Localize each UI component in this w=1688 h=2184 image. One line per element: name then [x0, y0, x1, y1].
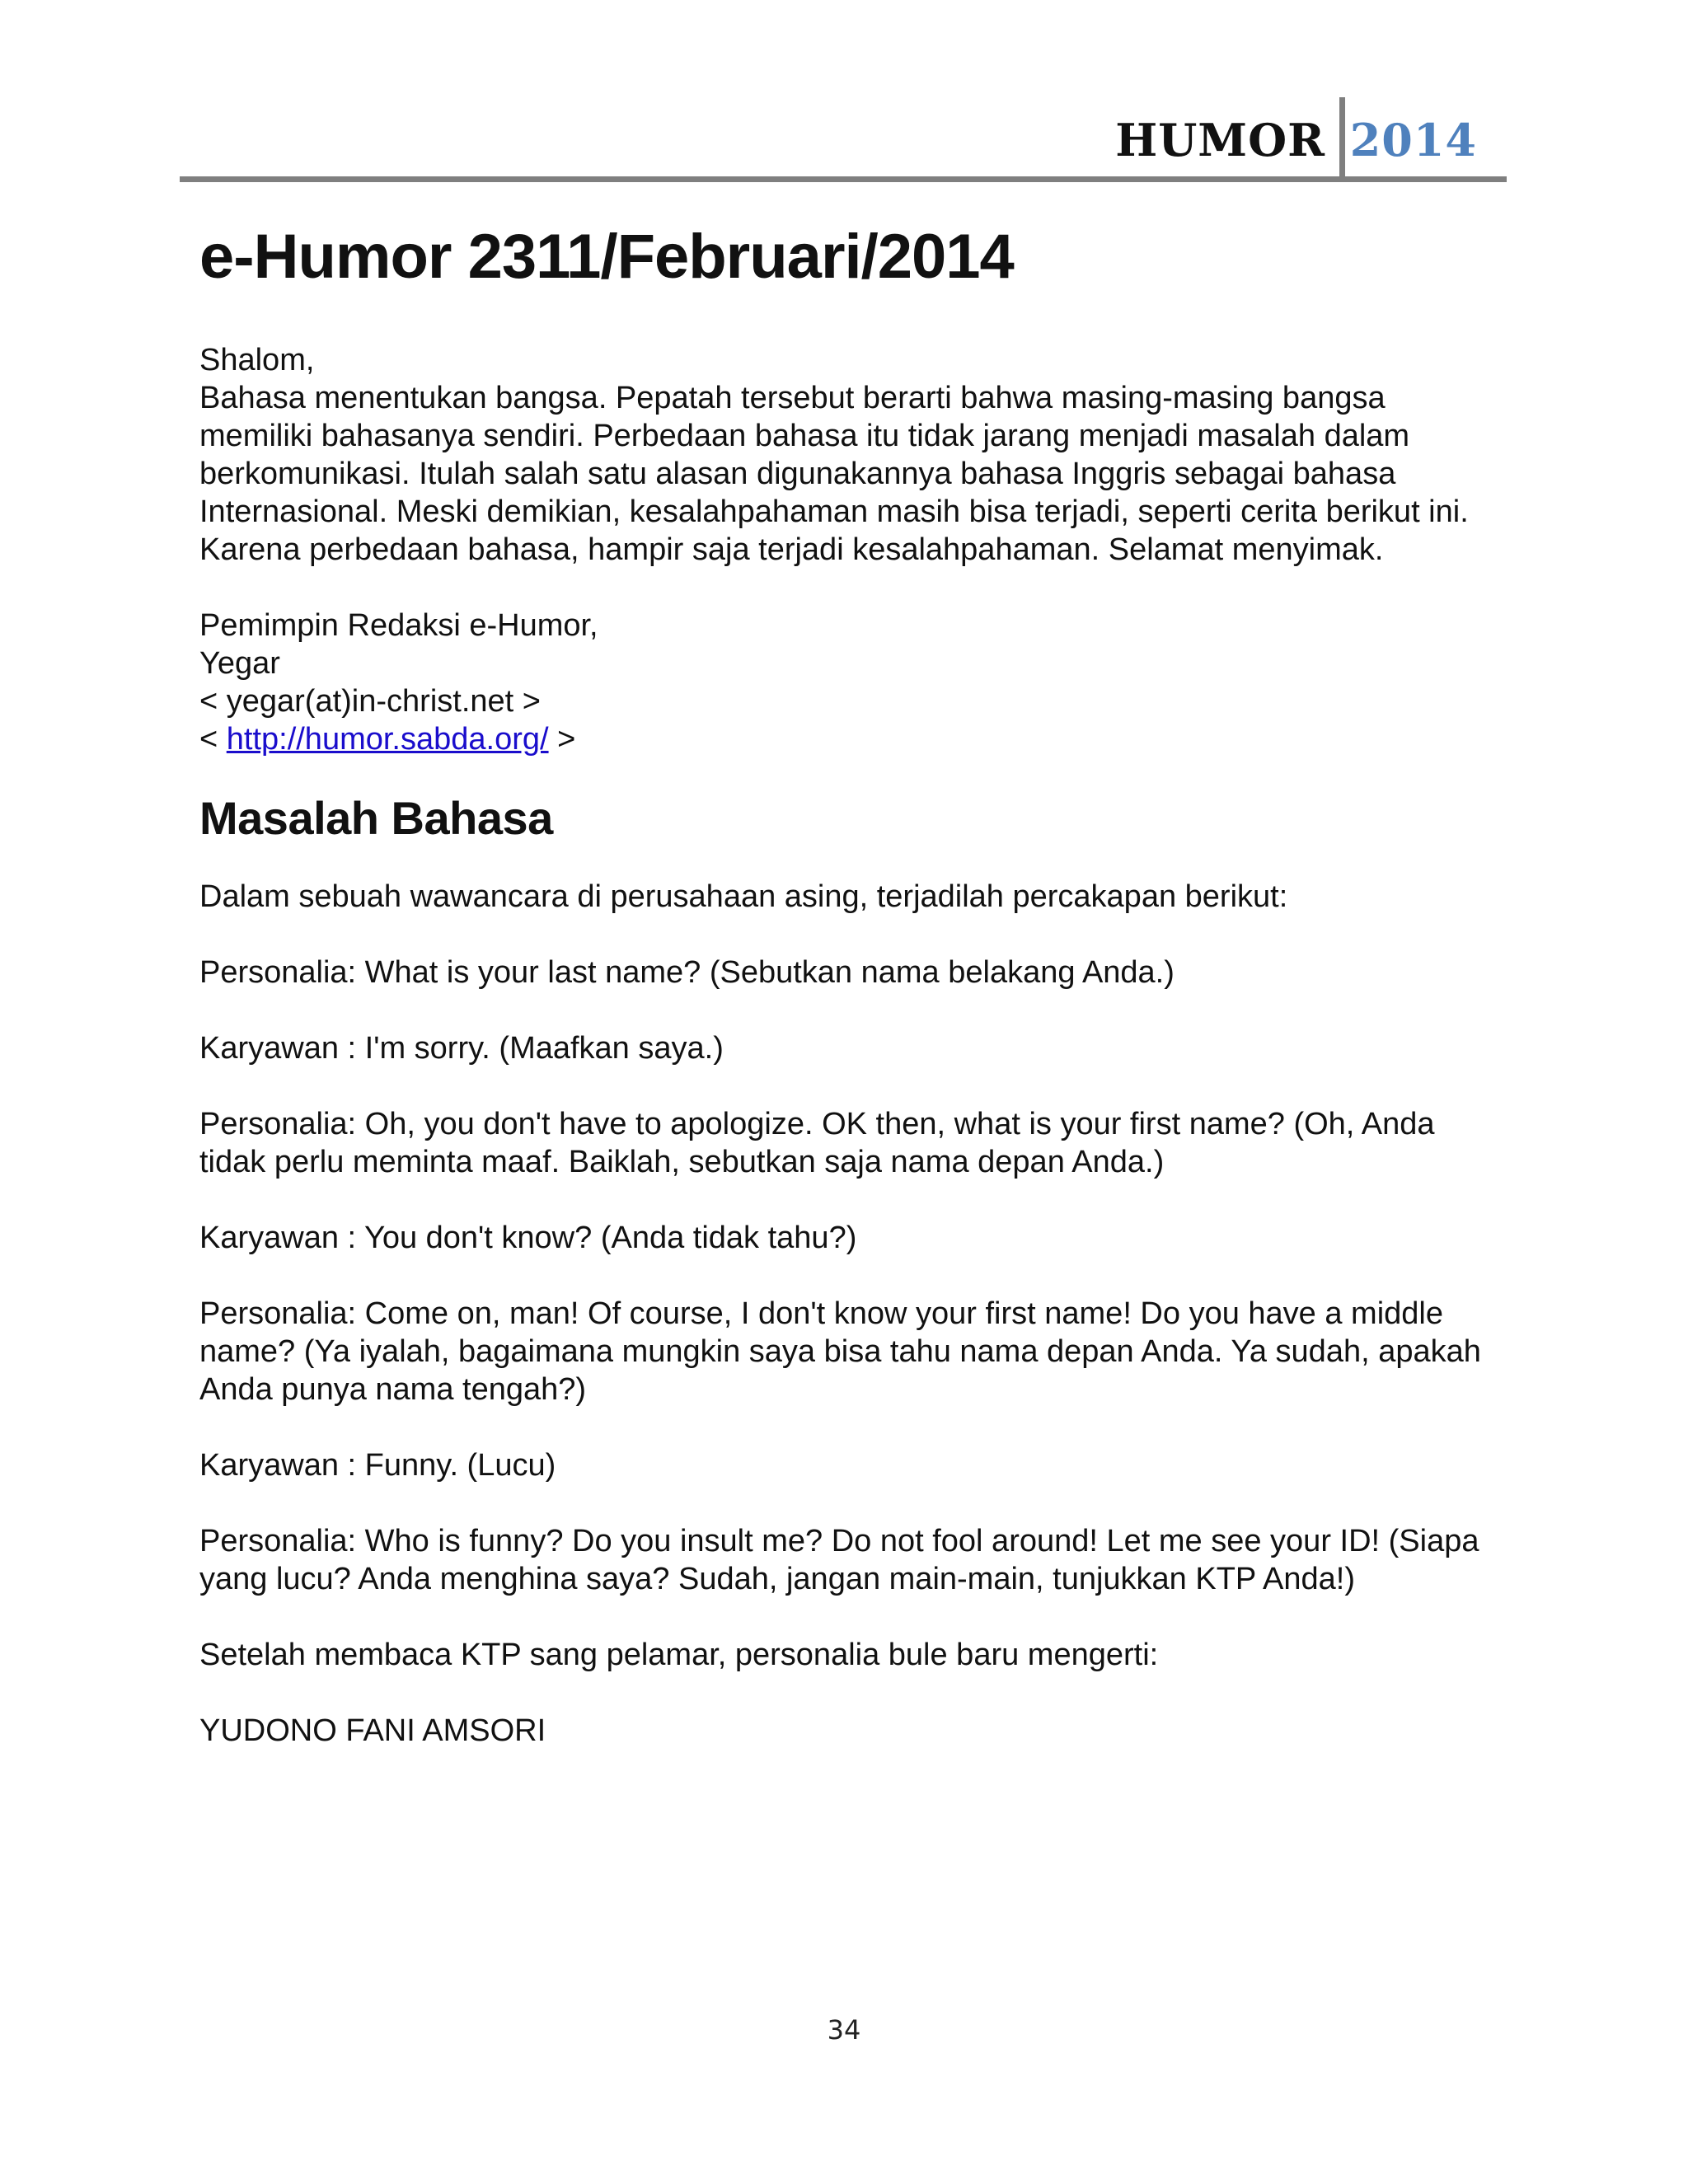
signoff: Pemimpin Redaksi e-Humor, [199, 607, 598, 643]
spacer [199, 1067, 1502, 1105]
story-line: Personalia: Who is funny? Do you insult me? Do not fool around! Let me see your ID! (Siapa yang lucu? Anda menghina saya? Sudah, jangan main-main, tunjukkan KTP Anda!) [199, 1524, 1479, 1597]
story-line: Personalia: Oh, you don't have to apologize. OK then, what is your first name? (Oh, Anda tidak perlu meminta maaf. Baiklah, sebutkan saja nama depan Anda.) [199, 1107, 1435, 1180]
header-title: HUMOR [1115, 114, 1325, 166]
spacer [199, 1408, 1502, 1446]
story-line: Karyawan : I'm sorry. (Maafkan saya.) [199, 1031, 724, 1066]
header-rule [180, 176, 1507, 182]
url-prefix: < [199, 721, 227, 757]
spacer [199, 991, 1502, 1029]
document-title: e-Humor 2311/Februari/2014 [199, 222, 1014, 292]
spacer [199, 916, 1502, 954]
story-line: Karyawan : You don't know? (Anda tidak tahu?) [199, 1221, 857, 1256]
website-link[interactable]: http://humor.sabda.org/ [226, 721, 549, 757]
page-number: 34 [827, 2014, 861, 2046]
spacer [199, 1674, 1502, 1712]
intro-paragraph: Bahasa menentukan bangsa. Pepatah tersebut berarti bahwa masing-masing bangsa memiliki bahasanya sendiri. Perbedaan bahasa itu tidak jarang menjadi masalah dalam berkomunikasi. Itulah salah satu alasan digunakannya bahasa Inggris sebagai bahasa Internasional. Meski demikian, kesalahpahaman masih bisa terjadi, seperti cerita berikut ini. Karena perbedaan bahasa, hampir saja terjadi kesalahpahaman. Selamat menyimak. [199, 380, 1469, 567]
url-suffix: > [548, 721, 576, 757]
story-line: Dalam sebuah wawancara di perusahaan asing, terjadilah percakapan berikut: [199, 879, 1288, 915]
greeting: Shalom, [199, 342, 315, 377]
running-header [180, 97, 1507, 183]
story-punchline: YUDONO FANI AMSORI [199, 1713, 546, 1749]
editor-name: Yegar [199, 645, 280, 681]
website-line [199, 720, 1502, 758]
spacer [199, 569, 1502, 607]
spacer [199, 1181, 1502, 1219]
section-title: Masalah Bahasa [199, 791, 553, 844]
spacer [199, 1484, 1502, 1522]
story-line: Setelah membaca KTP sang pelamar, personalia bule baru mengerti: [199, 1638, 1159, 1673]
spacer [199, 1598, 1502, 1636]
editor-email: < yegar(at)in-christ.net > [199, 683, 541, 719]
content [199, 223, 1502, 1750]
story-line: Personalia: What is your last name? (Sebutkan nama belakang Anda.) [199, 955, 1175, 991]
story-line: Personalia: Come on, man! Of course, I don't know your first name! Do you have a middle name? (Ya iyalah, bagaimana mungkin saya bisa tahu nama depan Anda. Ya sudah, apakah Anda punya nama tengah?) [199, 1296, 1481, 1408]
header-year: 2014 [1349, 114, 1477, 166]
story-line: Karyawan : Funny. (Lucu) [199, 1448, 556, 1483]
header-separator [1339, 97, 1345, 180]
spacer [199, 1257, 1502, 1295]
